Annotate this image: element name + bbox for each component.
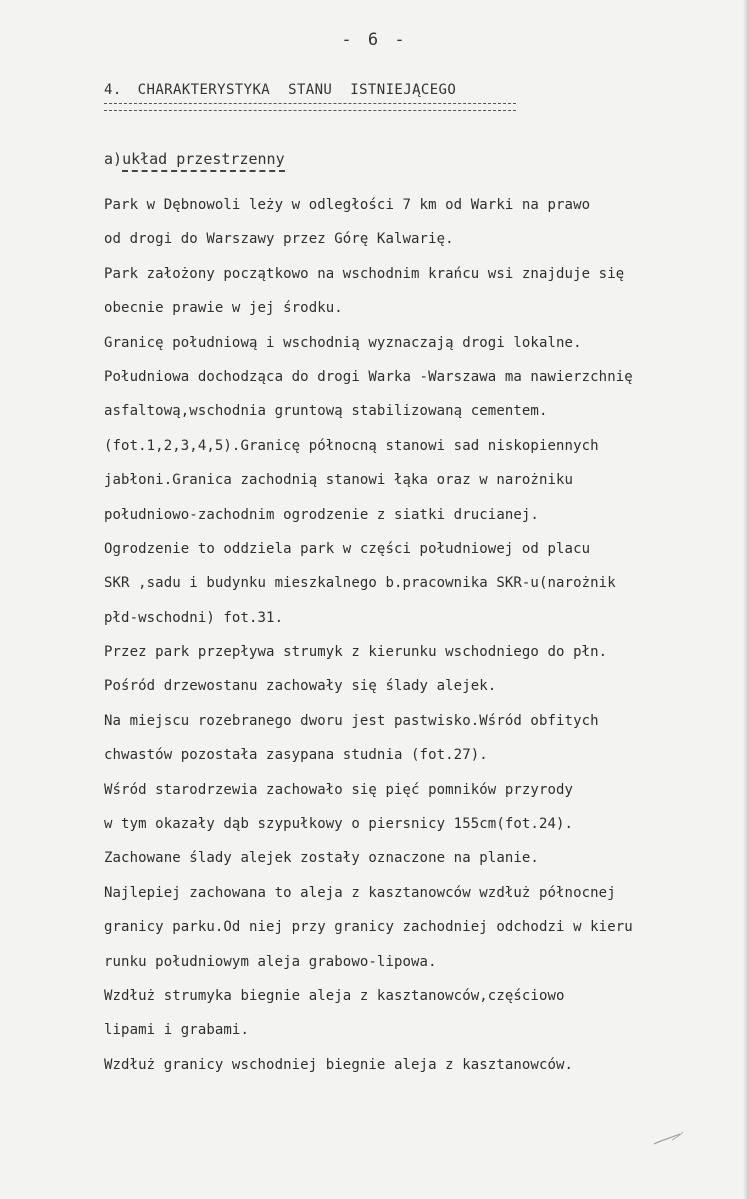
text-line: Granicę południową i wschodnią wyznaczają drogi lokalne. — [104, 334, 582, 351]
text-line: Pośród drzewostanu zachowały się ślady alejek. — [104, 678, 497, 695]
text-line: asfaltową,wschodnia gruntową stabilizowaną cementem. — [104, 403, 548, 420]
text-line: Wśród starodrzewia zachowało się pięć pomników przyrody — [104, 781, 574, 798]
section-heading — [104, 82, 474, 98]
text-line: Przez park przepływa strumyk z kierunku wschodniego do płn. — [104, 644, 608, 661]
heading-double-underline — [104, 103, 516, 111]
text-line: w tym okazały dąb szypułkowy o piersnicy 155cm(fot.24). — [104, 816, 574, 833]
heading-word-3: ISTNIEJĄCEGO — [350, 82, 457, 98]
text-line: Wzdłuż strumyka biegnie aleja z kasztanowców,częściowo — [104, 987, 565, 1004]
subsection-prefix: a) — [104, 150, 123, 168]
text-line: (fot.1,2,3,4,5).Granicę północną stanowi sad niskopiennych — [104, 437, 599, 454]
text-line: Południowa dochodząca do drogi Warka -Warszawa ma nawierzchnię — [104, 368, 633, 385]
heading-word-1: CHARAKTERYSTYKA — [137, 82, 271, 98]
subsection-heading — [104, 150, 285, 168]
text-line: chwastów pozostała zasypana studnia (fot.27). — [104, 747, 488, 764]
text-line: Park w Dębnowoli leży w odległości 7 km od Warki na prawo — [104, 197, 591, 213]
subsection-title: układ przestrzenny — [122, 150, 285, 172]
text-line: płd-wschodni) fot.31. — [104, 609, 284, 626]
text-line: lipami i grabami. — [104, 1022, 249, 1039]
text-line: obecnie prawie w jej środku. — [104, 300, 343, 317]
text-line: runku południowym aleja grabowo-lipowa. — [104, 953, 437, 970]
text-line: Park założony początkowo na wschodnim krańcu wsi znajduje się — [104, 265, 625, 282]
page-number: - 6 - — [341, 30, 408, 50]
pencil-mark — [650, 1128, 690, 1148]
text-line: Na miejscu rozebranego dworu jest pastwisko.Wśród obfitych — [104, 712, 599, 729]
text-line: Zachowane ślady alejek zostały oznaczone na planie. — [104, 850, 539, 867]
text-line: Najlepiej zachowana to aleja z kasztanowców wzdłuż północnej — [104, 884, 616, 901]
text-line: Wzdłuż granicy wschodniej biegnie aleja z kasztanowców. — [104, 1056, 574, 1073]
text-line: SKR ,sadu i budynku mieszkalnego b.pracownika SKR-u(narożnik — [104, 575, 616, 592]
text-line: południowo-zachodnim ogrodzenie z siatki drucianej. — [104, 506, 539, 523]
heading-word-2: STANU — [288, 82, 333, 98]
text-line: jabłoni.Granica zachodnią stanowi łąka oraz w narożniku — [104, 472, 574, 489]
section-number: 4. — [104, 82, 122, 98]
text-line: Ogrodzenie to oddziela park w części południowej od placu — [104, 540, 591, 557]
body-text — [104, 188, 744, 1082]
text-line: granicy parku.Od niej przy granicy zachodniej odchodzi w kieru — [104, 919, 633, 936]
text-line: od drogi do Warszawy przez Górę Kalwarię. — [104, 231, 454, 248]
